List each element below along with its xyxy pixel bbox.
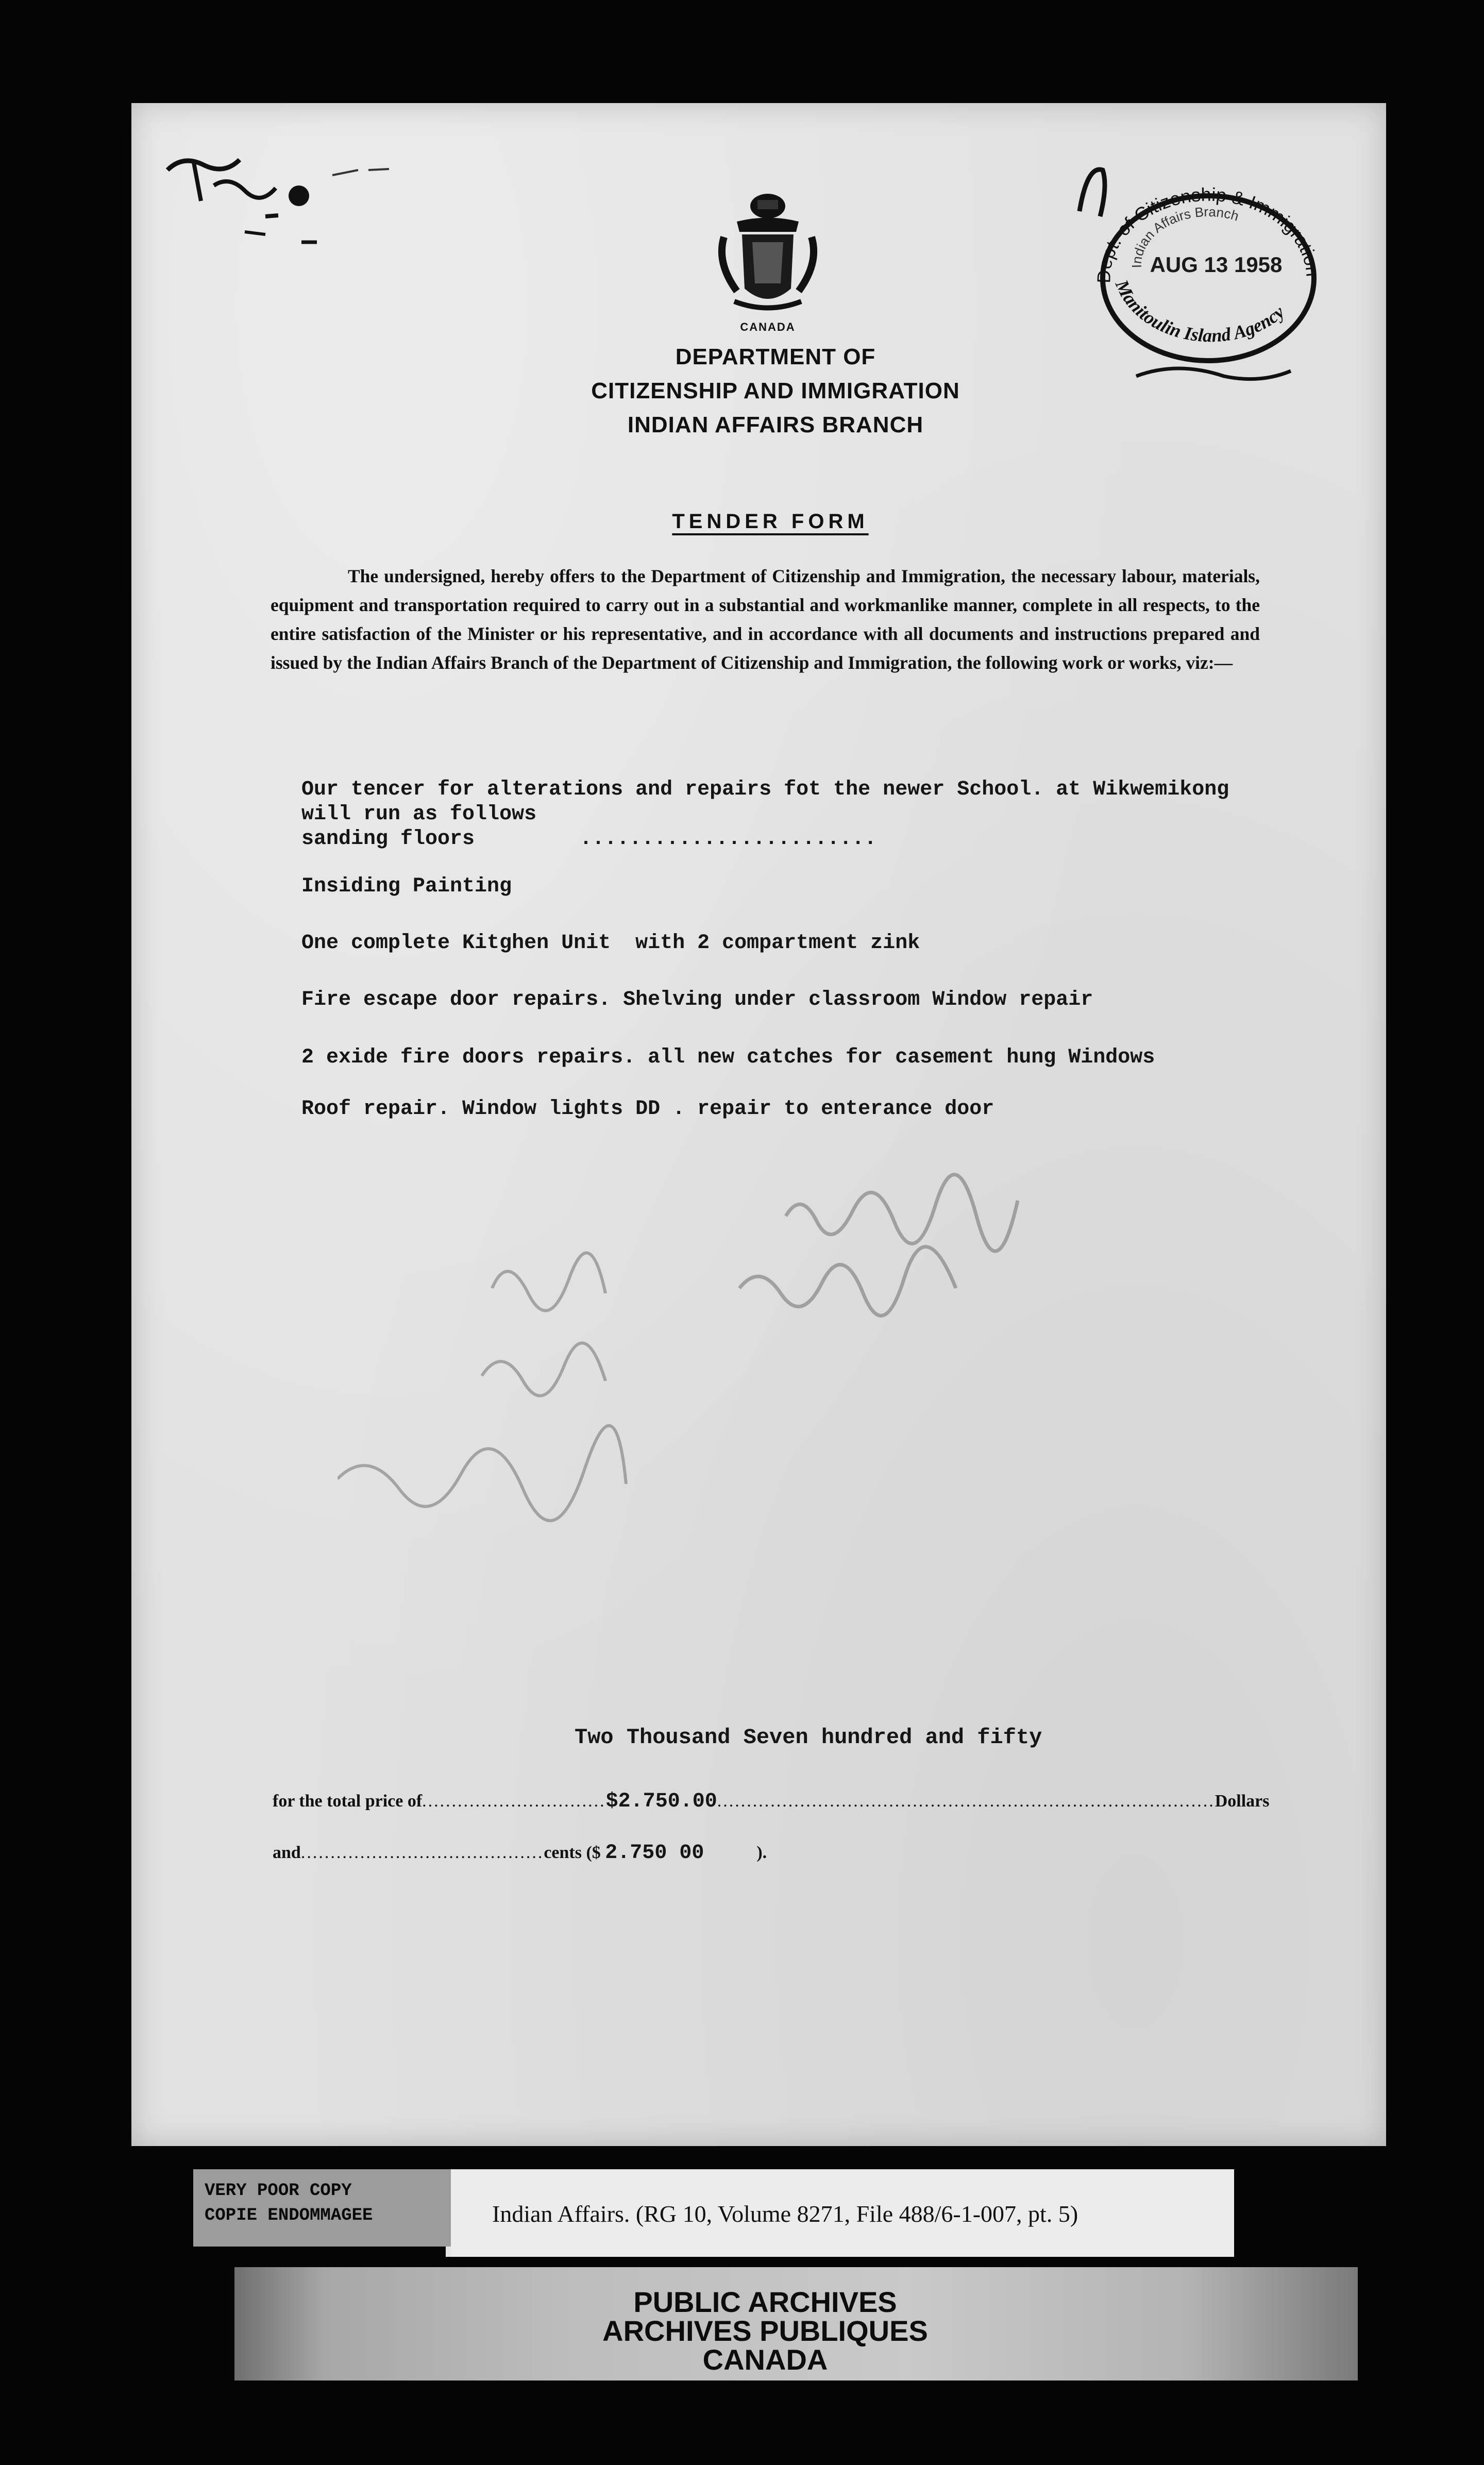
work-line-3: sanding floors bbox=[301, 828, 475, 851]
stamp-top-text: Dept. of Citizenship & Immigration bbox=[1093, 183, 1324, 284]
work-line-7: 2 exide fire doors repairs. all new catches for casement hung Windows bbox=[301, 1046, 1155, 1069]
archive-label-band bbox=[193, 2169, 1389, 2386]
cents-label: cents ($ bbox=[544, 1843, 601, 1862]
poor-copy-french: COPIE ENDOMMAGEE bbox=[205, 2206, 373, 2225]
canada-coat-of-arms bbox=[706, 185, 830, 340]
work-line-1: Our tencer for alterations and repairs fot the newer School. at Wikwemikong bbox=[301, 778, 1229, 801]
header-line-2: CITIZENSHIP AND IMMIGRATION bbox=[591, 378, 960, 403]
cents-close: ). bbox=[756, 1843, 767, 1862]
work-line-4: Insiding Painting bbox=[301, 875, 512, 898]
poor-copy-english: VERY POOR COPY bbox=[205, 2181, 352, 2201]
work-line-dots: ........................ bbox=[580, 828, 877, 851]
archives-line-1: PUBLIC ARCHIVES bbox=[633, 2286, 897, 2318]
department-header bbox=[492, 340, 1059, 442]
public-archives-text bbox=[502, 2288, 1028, 2374]
and-label: and bbox=[273, 1843, 301, 1862]
crest-icon bbox=[706, 185, 830, 319]
header-line-1: DEPARTMENT OF bbox=[675, 344, 876, 369]
tender-form-page bbox=[131, 103, 1386, 2146]
amount-in-words: Two Thousand Seven hundred and fifty bbox=[575, 1725, 1042, 1750]
received-date-stamp bbox=[1059, 155, 1347, 397]
stamp-bottom-text: Manitoulin Island Agency bbox=[1111, 276, 1289, 346]
archives-line-2: ARCHIVES PUBLIQUES bbox=[602, 2315, 928, 2347]
svg-text:Manitoulin Island Agency bbox=[1111, 276, 1289, 346]
cents-line: and.........................................cents ($ 2.750 00 ). bbox=[273, 1842, 767, 1865]
cents-value: 2.750 00 bbox=[605, 1842, 704, 1865]
dollars-label: Dollars bbox=[1215, 1792, 1270, 1811]
archive-reference-label: Indian Affairs. (RG 10, Volume 8271, File 488/6-1-007, pt. 5) bbox=[451, 2169, 1234, 2257]
work-line-5: One complete Kitghen Unit with 2 compartment zink bbox=[301, 932, 920, 955]
public-archives-label bbox=[234, 2267, 1358, 2380]
form-title: TENDER FORM bbox=[672, 510, 869, 533]
total-price-line: for the total price of...............................$2.750.00....................................................................................Dollars bbox=[273, 1790, 1270, 1813]
work-line-6: Fire escape door repairs. Shelving under classroom Window repair bbox=[301, 988, 1093, 1011]
work-line-8: Roof repair. Window lights DD . repair to enterance door bbox=[301, 1098, 994, 1121]
faded-signatures bbox=[338, 1159, 1110, 1623]
work-line-2: will run as follows bbox=[301, 803, 537, 826]
total-price-value: $2.750.00 bbox=[605, 1790, 717, 1813]
form-intro-paragraph: The undersigned, hereby offers to the Department of Citizenship and Immigration, the necessary labour, materials, equipment and transportation required to carry out in a substantial and workmanlike manner, complete in all respects, to the entire satisfaction of the Minister or his representative, and in accordance with all documents and instructions prepared and issued by the Indian Affairs Branch of the Department of Citizenship and Immigration, the following work or works, viz:— bbox=[271, 566, 1260, 673]
total-price-label: for the total price of bbox=[273, 1792, 423, 1811]
corner-handwriting-scribble bbox=[162, 139, 430, 294]
poor-copy-label bbox=[193, 2169, 456, 2247]
archives-line-3: CANADA bbox=[702, 2343, 828, 2376]
header-line-3: INDIAN AFFAIRS BRANCH bbox=[627, 412, 924, 437]
stamp-date: AUG 13 1958 bbox=[1150, 252, 1283, 277]
crest-label: CANADA bbox=[740, 320, 796, 333]
stamp-sub-text: Indian Affairs Branch bbox=[1128, 204, 1241, 268]
